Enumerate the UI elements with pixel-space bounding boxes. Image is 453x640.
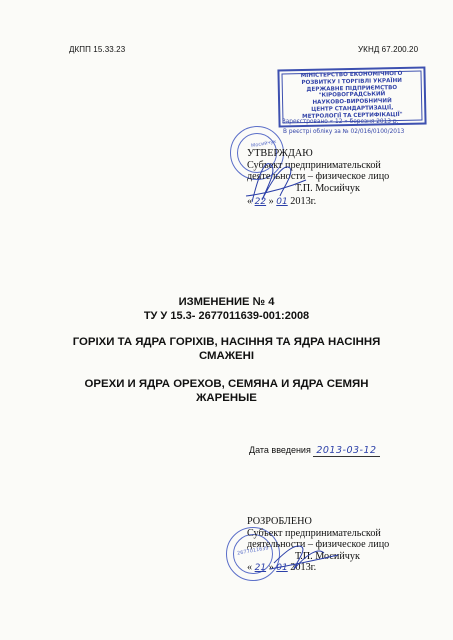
stamp-line: НАУКОВО-ВИРОБНИЧИЙ — [312, 98, 392, 107]
registered-date: « 12 » березня 2013 р. — [329, 119, 399, 125]
stamp-line: МЕТРОЛОГІЇ ТА СЕРТИФІКАЦІЇ" — [302, 111, 403, 120]
signature-bottom — [266, 533, 346, 583]
approval-year: 2013г. — [290, 196, 317, 208]
ru-product-title: ОРЕХИ И ЯДРА ОРЕХОВ, СЕМЯНА И ЯДРА СЕМЯН ЖАРЕНЫЕ — [84, 378, 369, 404]
signature-top — [232, 150, 312, 210]
date-close-quote: » — [268, 196, 274, 208]
ua-product-title: ГОРІХИ ТА ЯДРА ГОРІХІВ, НАСІННЯ ТА ЯДРА НАСІННЯ СМАЖЕНІ — [72, 336, 381, 362]
date-open-quote: « — [247, 562, 253, 574]
registry-number: 02/016/0100/2013 — [350, 129, 405, 135]
registration-date-line — [282, 119, 398, 125]
approval-day: 22 — [254, 197, 267, 208]
spec-code-title: ТУ У 15.3- 2677011639-001:2008 — [143, 310, 310, 322]
intro-date: 2013-03-12 — [313, 445, 379, 457]
approval-name: Т.П. Мосийчук — [295, 182, 360, 194]
registry-number-line — [283, 129, 404, 135]
developed-year: 2013г. — [290, 562, 317, 574]
registered-label: Зареєстровано — [282, 119, 328, 125]
stamp-line: ЦЕНТР СТАНДАРТИЗАЦІЇ, — [311, 105, 394, 113]
stamp-line: РОЗВИТКУ І ТОРГІВЛІ УКРАЇНИ — [301, 77, 402, 86]
date-close-quote: » — [268, 562, 274, 574]
developed-month: 01 — [276, 563, 288, 574]
introduction-date — [249, 445, 380, 456]
stamp-line: МІНІСТЕРСТВО ЕКОНОМІЧНОГО — [300, 70, 403, 80]
dkpp-code: ДКПП 15.33.23 — [69, 45, 126, 54]
stamp-line: ДЕРЖАВНЕ ПІДПРИЄМСТВО — [306, 84, 398, 93]
uknd-code: УКНД 67.200.20 — [358, 45, 419, 54]
change-number-title: ИЗМЕНЕНИЕ № 4 — [178, 296, 275, 308]
approval-line-1: Субъект предпринимательской — [247, 159, 381, 171]
approval-line-2: деятельности – физическое лицо — [247, 171, 390, 183]
date-open-quote: « — [247, 196, 253, 208]
registry-label: В реєстрі обліку за № — [283, 129, 349, 135]
developed-name: Т.П. Мосийчук — [295, 550, 360, 562]
developed-line-1: Субъект предпринимательской — [247, 527, 381, 539]
intro-label: Дата введения — [249, 445, 311, 455]
approval-month: 01 — [276, 197, 288, 208]
seal-text: Мосийчук — [250, 138, 277, 150]
developed-day: 21 — [254, 563, 267, 574]
approval-heading: УТВЕРЖДАЮ — [247, 148, 313, 159]
stamp-line: "КІРОВОГРАДСЬКИЙ — [318, 91, 386, 100]
developed-heading: РОЗРОБЛЕНО — [247, 516, 312, 527]
seal-text: 2677011639 — [236, 545, 270, 557]
developed-line-2: деятельности – физическое лицо — [247, 539, 390, 551]
